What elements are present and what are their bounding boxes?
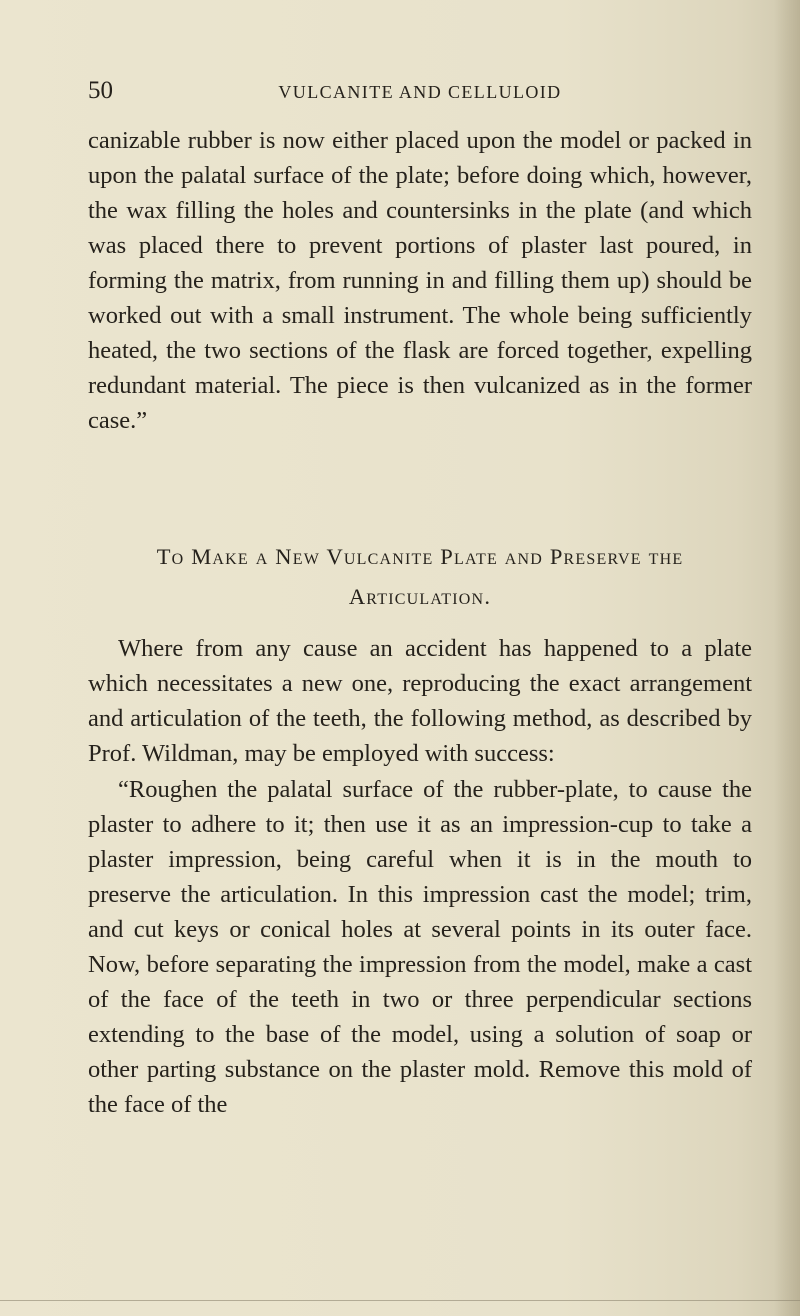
page-bottom-edge bbox=[0, 1300, 800, 1301]
paragraph-intro: Where from any cause an accident has happened to a plate which necessitates a new one, reproducing the exact arrangement and articulation of the teeth, the following method, as described by Prof. Wildman, may be employed with success: bbox=[88, 635, 752, 767]
page-header bbox=[88, 76, 752, 106]
paragraph-quote: “Roughen the palatal surface of the rubber-plate, to cause the plaster to adhere to it; then use it as an impression-cup to take a plaster impression, being careful when it is in the mouth to preserve the articulation. In this impression cast the model; trim, and cut keys or conical holes at several points in its outer face. Now, before separating the impression from the model, make a cast of the face of the teeth in two or three perpendicular sections extending to the base of the model, using a solution of soap or other parting substance on the plaster mold. Remove this mold of the face of the bbox=[88, 776, 752, 1118]
section-heading: To Make a New Vulcanite Plate and Preserve the Articulation. bbox=[156, 544, 684, 609]
page-number: 50 bbox=[88, 77, 113, 104]
paragraph-continuation: canizable rubber is now either placed upon the model or packed in upon the palatal surface of the plate; before doing which, however, the wax filling the holes and countersinks in the plate (and which was placed there to prevent portions of plaster last poured, in forming the matrix, from running in and filling them up) should be worked out with a small instrument. The whole being sufficiently heated, the two sections of the flask are forced together, expelling redundant material. The piece is then vulcanized as in the former case.” bbox=[88, 127, 752, 434]
running-title: VULCANITE AND CELLULOID bbox=[278, 82, 562, 102]
page-edge-shadow bbox=[774, 0, 800, 1316]
